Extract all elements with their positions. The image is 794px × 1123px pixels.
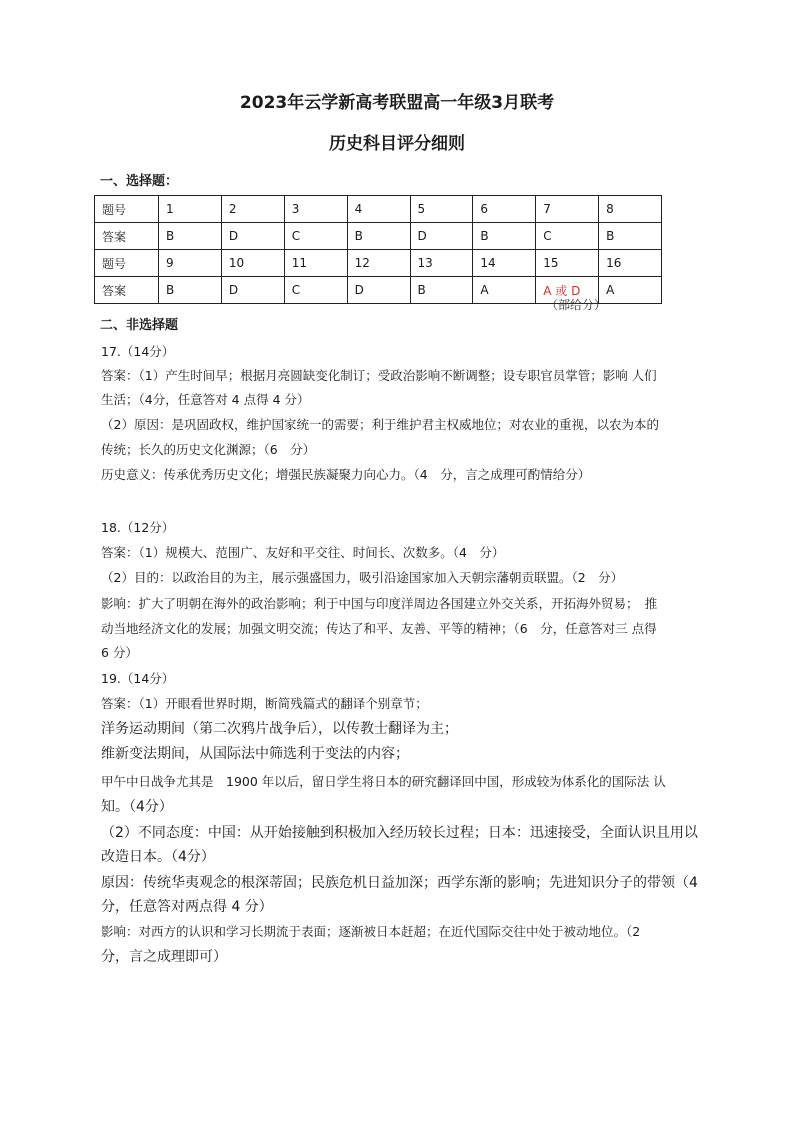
table-cell: 12 — [347, 250, 410, 277]
page-title: 2023年云学新高考联盟高一年级3月联考 — [239, 93, 555, 113]
table-cell: 10 — [221, 250, 284, 277]
table-cell: B — [410, 277, 473, 304]
answer-line: （2）原因：是巩固政权，维护国家统一的需要；利于维护君主权威地位；对农业的重视，以农为本的 — [101, 417, 659, 432]
table-cell: 题号 — [95, 196, 159, 223]
table-cell: 11 — [284, 250, 347, 277]
answer-line: 甲午中日战争尤其是 1900 年以后，留日学生将日本的研究翻译回中国，形成较为体系化的国际法 认 — [101, 774, 666, 789]
page-subtitle: 历史科目评分细则 — [329, 134, 465, 154]
table-cell: C — [284, 223, 347, 250]
table-cell: B — [159, 223, 222, 250]
answer-line: 生活；（4分，任意答对 4 点得 4 分） — [101, 392, 310, 407]
table-cell: 题号 — [95, 250, 159, 277]
table-cell: 5 — [410, 196, 473, 223]
answer-line: 影响：扩大了明朝在海外的政治影响；利于中国与印度洋周边各国建立外交关系，开拓海外贸易； 推 — [101, 596, 658, 611]
table-cell-highlight: A 或 D — [536, 277, 599, 304]
answer-line: 答案：（1）规模大、范围广、友好和平交往、时间长、次数多。（4 分） — [101, 545, 505, 560]
answer-line: 历史意义：传承优秀历史文化；增强民族凝聚力向心力。（4 分，言之成理可酌情给分） — [101, 467, 591, 482]
answer-line: 6 分） — [101, 645, 138, 660]
section-heading-choice: 一、选择题： — [100, 174, 179, 189]
answer-table — [94, 195, 662, 304]
answer-line: 分，任意答对两点得 4 分） — [101, 899, 273, 915]
answer-line: 改造日本。（4分） — [101, 849, 215, 865]
table-cell: 13 — [410, 250, 473, 277]
table-cell: D — [347, 277, 410, 304]
table-row — [95, 223, 662, 250]
answer-line: 维新变法期间，从国际法中筛选利于变法的内容； — [101, 746, 409, 762]
question-heading: 19.（14分） — [101, 671, 175, 686]
answer-line: 洋务运动期间（第二次鸦片战争后），以传教士翻译为主； — [101, 721, 458, 737]
table-cell: D — [221, 223, 284, 250]
table-cell: 6 — [473, 196, 536, 223]
table-cell: B — [347, 223, 410, 250]
table-cell: 7 — [536, 196, 599, 223]
table-cell: 1 — [159, 196, 222, 223]
table-cell: 16 — [599, 250, 662, 277]
answer-line: 知。（4分） — [101, 799, 173, 815]
table-cell: A — [599, 277, 662, 304]
table-cell: B — [473, 223, 536, 250]
section-heading-essay: 二、非选择题 — [100, 318, 179, 333]
table-cell: B — [159, 277, 222, 304]
table-cell: B — [599, 223, 662, 250]
table-cell: C — [536, 223, 599, 250]
table-row — [95, 196, 662, 223]
answer-line: 分，言之成理即可） — [101, 949, 227, 965]
table-row — [95, 250, 662, 277]
table-cell: C — [284, 277, 347, 304]
partial-credit-note: （部给分） — [546, 298, 607, 312]
answer-line: 传统；长久的历史文化渊源；（6 分） — [101, 442, 316, 457]
table-cell: D — [221, 277, 284, 304]
answer-line: （2）不同态度：中国：从开始接触到积极加入经历较长过程；日本：迅速接受，全面认识且用以 — [101, 825, 698, 841]
table-cell: 9 — [159, 250, 222, 277]
table-cell: A — [473, 277, 536, 304]
answer-line: 动当地经济文化的发展；加强文明交流；传达了和平、友善、平等的精神；（6 分，任意答对三 点得 — [101, 621, 657, 636]
table-cell: 答案 — [95, 223, 159, 250]
table-cell: 4 — [347, 196, 410, 223]
answer-line: 影响：对西方的认识和学习长期流于表面；逐渐被日本赶超；在近代国际交往中处于被动地位。（2 — [101, 924, 641, 939]
table-cell: 答案 — [95, 277, 159, 304]
answer-line: 答案：（1）开眼看世界时期，断简残篇式的翻译个别章节； — [101, 696, 428, 711]
table-cell: 15 — [536, 250, 599, 277]
question-heading: 18.（12分） — [101, 520, 175, 535]
answer-line: （2）目的：以政治目的为主，展示强盛国力，吸引沿途国家加入天朝宗藩朝贡联盟。（2 分） — [101, 570, 624, 585]
table-cell: 14 — [473, 250, 536, 277]
answer-line: 答案：（1）产生时间早；根据月亮圆缺变化制订；受政治影响不断调整；设专职官员掌管；影响 人们 — [101, 368, 657, 383]
table-cell: 8 — [599, 196, 662, 223]
table-cell: 2 — [221, 196, 284, 223]
question-heading: 17.（14分） — [101, 344, 175, 359]
answer-line: 原因：传统华夷观念的根深蒂固；民族危机日益加深；西学东渐的影响；先进知识分子的带领（4 — [101, 875, 698, 891]
table-cell: D — [410, 223, 473, 250]
table-cell: 3 — [284, 196, 347, 223]
